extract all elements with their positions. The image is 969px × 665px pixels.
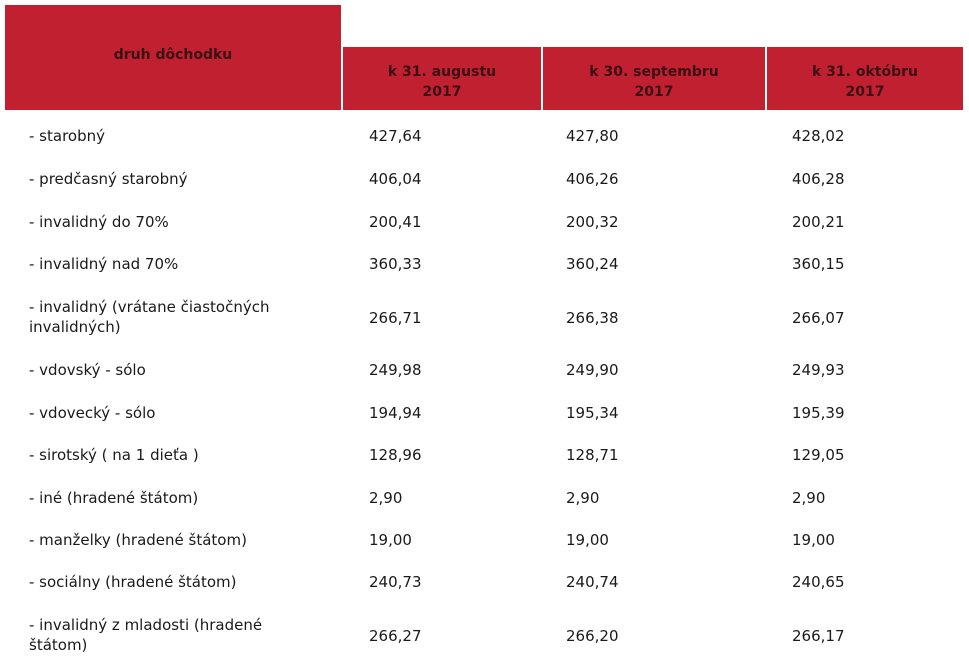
header-october-line1: k 31. októbru xyxy=(812,63,918,80)
row-label: - manželky (hradené štátom) xyxy=(29,531,247,549)
value-september: 406,26 xyxy=(566,170,619,188)
value-september: 266,38 xyxy=(566,309,619,327)
row-label: - sociálny (hradené štátom) xyxy=(29,573,237,591)
header-september-2017 xyxy=(543,47,765,110)
value-october: 360,15 xyxy=(792,255,845,273)
value-october: 428,02 xyxy=(792,127,845,145)
value-september: 19,00 xyxy=(566,531,609,549)
value-october: 19,00 xyxy=(792,531,835,549)
value-september: 360,24 xyxy=(566,255,619,273)
value-october: 200,21 xyxy=(792,213,845,231)
row-label: - predčasný starobný xyxy=(29,170,188,188)
value-september: 128,71 xyxy=(566,446,619,464)
value-august: 128,96 xyxy=(369,446,422,464)
value-august: 266,27 xyxy=(369,627,422,645)
value-october: 240,65 xyxy=(792,573,845,591)
value-august: 266,71 xyxy=(369,309,422,327)
row-label: - sirotský ( na 1 dieťa ) xyxy=(29,446,199,464)
row-label: - starobný xyxy=(29,127,105,145)
value-october: 406,28 xyxy=(792,170,845,188)
value-august: 194,94 xyxy=(369,404,422,422)
value-august: 2,90 xyxy=(369,489,403,507)
header-august-2017 xyxy=(343,47,541,110)
value-august: 200,41 xyxy=(369,213,422,231)
row-label: - invalidný nad 70% xyxy=(29,255,179,273)
value-september: 249,90 xyxy=(566,361,619,379)
header-october-2017 xyxy=(767,47,963,110)
header-august-line2: 2017 xyxy=(422,83,462,100)
value-august: 249,98 xyxy=(369,361,422,379)
header-august-line1: k 31. augustu xyxy=(387,63,497,80)
value-october: 195,39 xyxy=(792,404,845,422)
value-september: 427,80 xyxy=(566,127,619,145)
header-september-line2: 2017 xyxy=(634,83,674,100)
header-pension-type xyxy=(5,5,341,110)
header-pension-type-label: druh dôchodku xyxy=(113,46,233,63)
row-label: - invalidný (vrátane čiastočných invalidných) xyxy=(29,298,270,336)
value-september: 200,32 xyxy=(566,213,619,231)
row-label: - vdovecký - sólo xyxy=(29,404,156,422)
header-september-line1: k 30. septembru xyxy=(589,63,719,80)
value-october: 129,05 xyxy=(792,446,845,464)
value-august: 427,64 xyxy=(369,127,422,145)
value-august: 240,73 xyxy=(369,573,422,591)
row-label: - iné (hradené štátom) xyxy=(29,489,199,507)
header-october-line2: 2017 xyxy=(845,83,885,100)
value-august: 360,33 xyxy=(369,255,422,273)
row-label: - invalidný z mladosti (hradené štátom) xyxy=(29,616,263,654)
pension-table xyxy=(5,5,963,660)
value-september: 266,20 xyxy=(566,627,619,645)
value-october: 249,93 xyxy=(792,361,845,379)
value-october: 2,90 xyxy=(792,489,826,507)
value-august: 406,04 xyxy=(369,170,422,188)
row-label: - invalidný do 70% xyxy=(29,213,169,231)
value-october: 266,17 xyxy=(792,627,845,645)
value-september: 195,34 xyxy=(566,404,619,422)
value-august: 19,00 xyxy=(369,531,412,549)
value-september: 2,90 xyxy=(566,489,600,507)
value-september: 240,74 xyxy=(566,573,619,591)
value-october: 266,07 xyxy=(792,309,845,327)
row-label: - vdovský - sólo xyxy=(29,361,146,379)
